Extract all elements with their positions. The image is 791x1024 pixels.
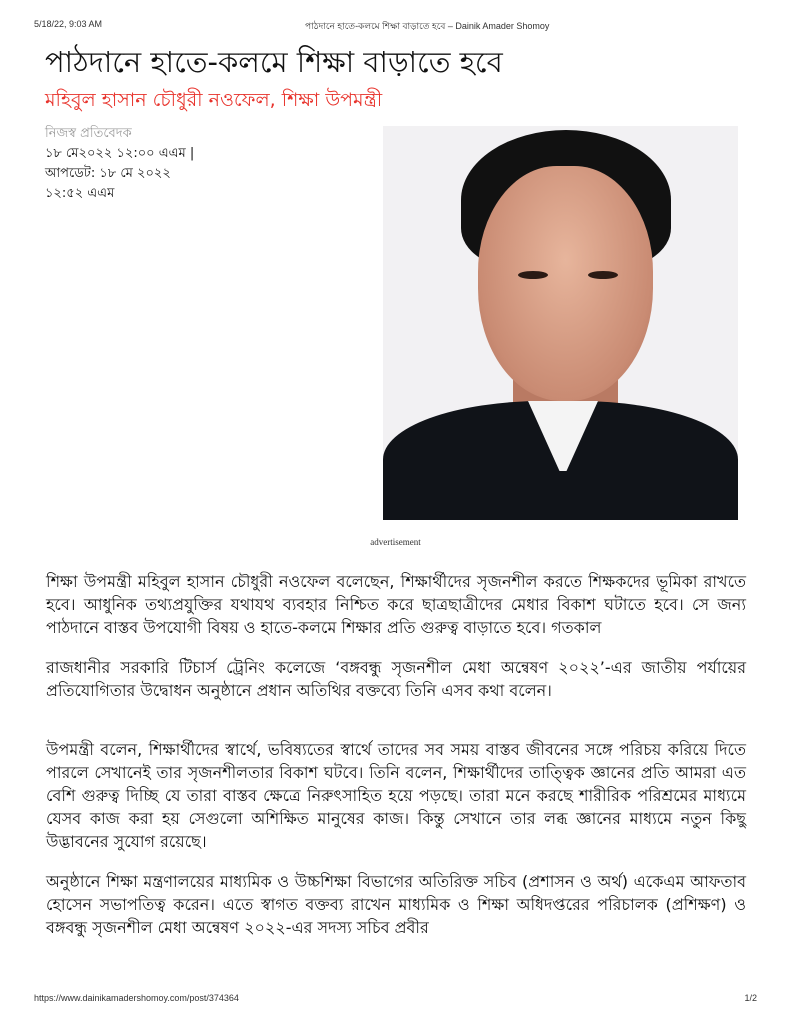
print-url: https://www.dainikamadershomoy.com/post/374364 [34,993,239,1003]
advertisement-label: advertisement [370,537,421,547]
print-datetime: 5/18/22, 9:03 AM [34,19,103,29]
paragraph: শিক্ষা উপমন্ত্রী মহিবুল হাসান চৌধুরী নওফেল বলেছেন, শিক্ষার্থীদের সৃজনশীল করতে শিক্ষকদের ভূমিকা রাখতে হবে। আধুনিক তথ্যপ্রযুক্তির যথাযথ ব্যবহার নিশ্চিত করে ছাত্রছাত্রীদের মেধার বিকাশ ঘটাতে হবে। সে জন্য পাঠদানে বাস্তব উপযোগী বিষয় ও হাতে-কলমে শিক্ষার প্রতি গুরুত্ব বাড়াতে হবে। গতকাল [46,572,746,637]
paragraph: রাজধানীর সরকারি টিচার্স ট্রেনিং কলেজে ‘বঙ্গবন্ধু সৃজনশীল মেধা অন্বেষণ ২০২২’-এর জাতীয় পর্যায়ের প্রতিযোগিতার উদ্বোধন অনুষ্ঠানে প্রধান অতিথির বক্তব্যে তিনি এসব কথা বলেন। [46,658,746,700]
paragraph: অনুষ্ঠানে শিক্ষা মন্ত্রণালয়ের মাধ্যমিক ও উচ্চশিক্ষা বিভাগের অতিরিক্ত সচিব (প্রশাসন ও অর্থ) একেএম আফতাব হোসেন সভাপতিত্ব করেন। এতে স্বাগত বক্তব্য রাখেন মাধ্যমিক ও শিক্ষা অধিদপ্তরের পরিচালক (প্রশিক্ষণ) ও বঙ্গবন্ধু সৃজনশীল মেধা অন্বেষণ ২০২২-এর সদস্য সচিব প্রবীর [46,872,746,937]
page-number: 1/2 [744,993,757,1003]
article-meta [45,124,245,204]
paragraph: উপমন্ত্রী বলেন, শিক্ষার্থীদের স্বার্থে, ভবিষ্যতের স্বার্থে তাদের সব সময় বাস্তব জীবনের সঙ্গে পরিচয় করিয়ে দিতে পারলে সেখানেই তার সৃজনশীলতার বিকাশ ঘটবে। তিনি বলেন, শিক্ষার্থীদের তাত্ত্বিক জ্ঞানের প্রতি আমরা এত বেশি গুরুত্ব দিচ্ছি যে তারা বাস্তব ক্ষেত্রে নিরুৎসাহিত হয়ে পড়ছে। তারা মনে করছে শারীরিক পরিশ্রমের মাধ্যমে যেসব কাজ করা হয় সেগুলো অশিক্ষিত মানুষের কাজ। কিন্তু সেখানে তার লব্ধ জ্ঞানের মাধ্যমে নতুন কিছু উদ্ভাবনের সুযোগ রয়েছে। [46,740,746,851]
article-title: পাঠদানে হাতে-কলমে শিক্ষা বাড়াতে হবে [45,45,503,79]
published-date: ১৮ মে২০২২ ১২:০০ এএম | [45,146,195,161]
article-photo [383,126,738,520]
print-page-title: পাঠদানে হাতে-কলমে শিক্ষা বাড়াতে হবে – Dainik Amader Shomoy [305,21,550,31]
updated-date: আপডেট: ১৮ মে ২০২২ [45,166,171,181]
article-body [46,570,746,956]
author-link[interactable]: নিজস্ব প্রতিবেদক [45,126,132,141]
article-subtitle: মহিবুল হাসান চৌধুরী নওফেল, শিক্ষা উপমন্ত্রী [45,89,383,111]
updated-time: ১২:৫২ এএম [45,186,115,201]
